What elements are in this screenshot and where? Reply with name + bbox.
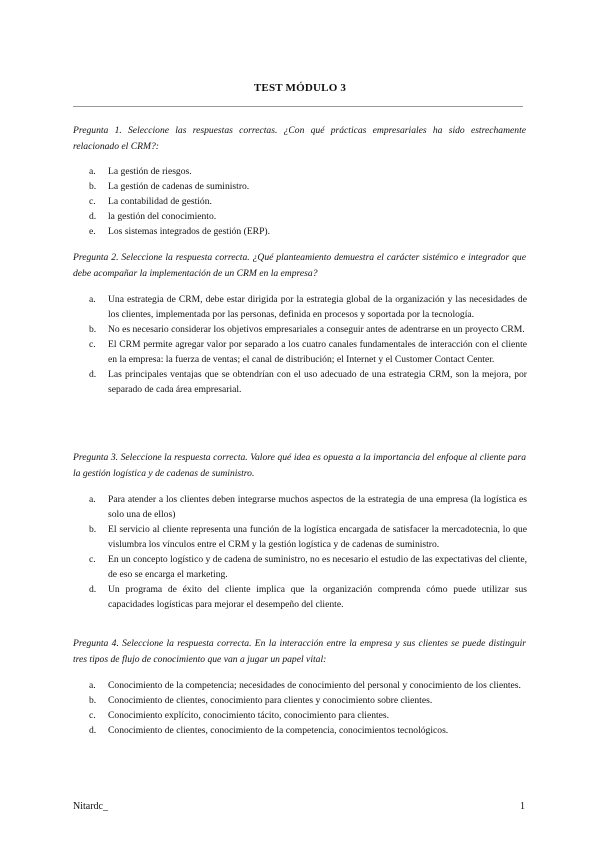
footer-author: Nitardc_ (73, 801, 108, 812)
option-letter: d. (89, 369, 97, 380)
option-letter: d. (89, 584, 97, 595)
question-1-option-b (73, 179, 527, 194)
page-title: TEST MÓDULO 3 (253, 82, 347, 94)
question-3-option-c (73, 552, 527, 582)
option-text: La gestión de riesgos. (108, 166, 192, 177)
option-text: La gestión de cadenas de suministro. (108, 181, 250, 192)
option-text: Un programa de éxito del cliente implica que la organización comprenda cómo puede utilizar sus capacidades logísticas para mejorar el desempeño del cliente. (108, 584, 527, 610)
option-text: Conocimiento de clientes, conocimiento para clientes y conocimiento sobre clientes. (108, 695, 433, 706)
question-3-option-d (73, 582, 527, 612)
option-letter: b. (89, 695, 97, 706)
option-letter: c. (89, 196, 96, 207)
option-letter: c. (89, 554, 96, 565)
option-letter: c. (89, 339, 96, 350)
option-text: Para atender a los clientes deben integrarse muchos aspectos de la estrategia de una empresa (la logística es solo una de ellos) (108, 494, 527, 520)
option-letter: a. (89, 494, 96, 505)
footer-page-number: 1 (520, 801, 525, 812)
option-letter: b. (89, 181, 97, 192)
question-2-option-d (73, 367, 527, 397)
question-1-option-e (73, 224, 527, 239)
option-text: Conocimiento explícito, conocimiento tácito, conocimiento para clientes. (108, 710, 390, 721)
question-1-options (73, 164, 527, 239)
option-text: El servicio al cliente representa una función de la logística encargada de satisfacer la mercadotecnia, lo que vislumbra los vínculos entre el CRM y la gestión logística y de cadenas de suministro. (108, 524, 527, 550)
question-4-option-c (73, 708, 527, 723)
question-2-option-b (73, 322, 527, 337)
option-text: Una estrategia de CRM, debe estar dirigida por la estrategia global de la organización y las necesidades de los clientes, implementada por las personas, definida en procesos y soportada por la tecnología. (108, 294, 527, 320)
option-text: No es necesario considerar los objetivos empresariales a conseguir antes de adentrarse en un proyecto CRM. (108, 324, 525, 335)
option-text: Los sistemas integrados de gestión (ERP). (108, 226, 271, 237)
question-1-text: Pregunta 1. Seleccione las respuestas correctas. ¿Con qué prácticas empresariales ha sido estrechamente relacionado el CRM?: (73, 125, 526, 152)
question-1-option-c (73, 194, 527, 209)
question-4-option-a (73, 678, 527, 693)
question-4-text: Pregunta 4. Seleccione la respuesta correcta. En la interacción entre la empresa y sus clientes se puede distinguir tres tipos de flujo de conocimiento que van a jugar un papel vital: (73, 638, 526, 665)
option-letter: a. (89, 166, 96, 177)
option-letter: b. (89, 324, 97, 335)
title-divider (73, 106, 523, 107)
question-3-text: Pregunta 3. Seleccione la respuesta correcta. Valore qué idea es opuesta a la importancia del enfoque al cliente para la gestión logística y de cadenas de suministro. (73, 452, 526, 479)
option-text: la gestión del conocimiento. (108, 211, 217, 222)
option-text: En un concepto logístico y de cadena de suministro, no es necesario el estudio de las expectativas del cliente, de eso se encarga el marketing. (108, 554, 527, 580)
option-letter: a. (89, 680, 96, 691)
question-2-options (73, 292, 527, 397)
option-letter: d. (89, 725, 97, 736)
option-text: Conocimiento de la competencia; necesidades de conocimiento del personal y conocimiento de los clientes. (108, 680, 521, 691)
option-text: El CRM permite agregar valor por separado a los cuatro canales fundamentales de interacción con el cliente en la empresa: la fuerza de ventas; el canal de distribución; el Internet y el Customer Contact Center. (108, 339, 527, 365)
question-4-option-b (73, 693, 527, 708)
question-1-option-a (73, 164, 527, 179)
question-1-option-d (73, 209, 527, 224)
option-text: Las principales ventajas que se obtendrían con el uso adecuado de una estrategia CRM, son la mejora, por separado de cada área empresarial. (108, 369, 527, 395)
option-letter: a. (89, 294, 96, 305)
option-letter: b. (89, 524, 97, 535)
question-2-text: Pregunta 2. Seleccione la respuesta correcta. ¿Qué planteamiento demuestra el carácter sistémico e integrador que debe acompañar la implementación de un CRM en la empresa? (73, 252, 526, 279)
question-4-options (73, 678, 527, 738)
question-3-option-b (73, 522, 527, 552)
question-3-options (73, 492, 527, 612)
option-letter: c. (89, 710, 96, 721)
question-2-option-a (73, 292, 527, 322)
option-text: La contabilidad de gestión. (108, 196, 212, 207)
question-3-option-a (73, 492, 527, 522)
option-letter: e. (89, 226, 96, 237)
option-text: Conocimiento de clientes, conocimiento de la competencia, conocimientos tecnológicos. (108, 725, 449, 736)
option-letter: d. (89, 211, 97, 222)
question-4-option-d (73, 723, 527, 738)
question-2-option-c (73, 337, 527, 367)
